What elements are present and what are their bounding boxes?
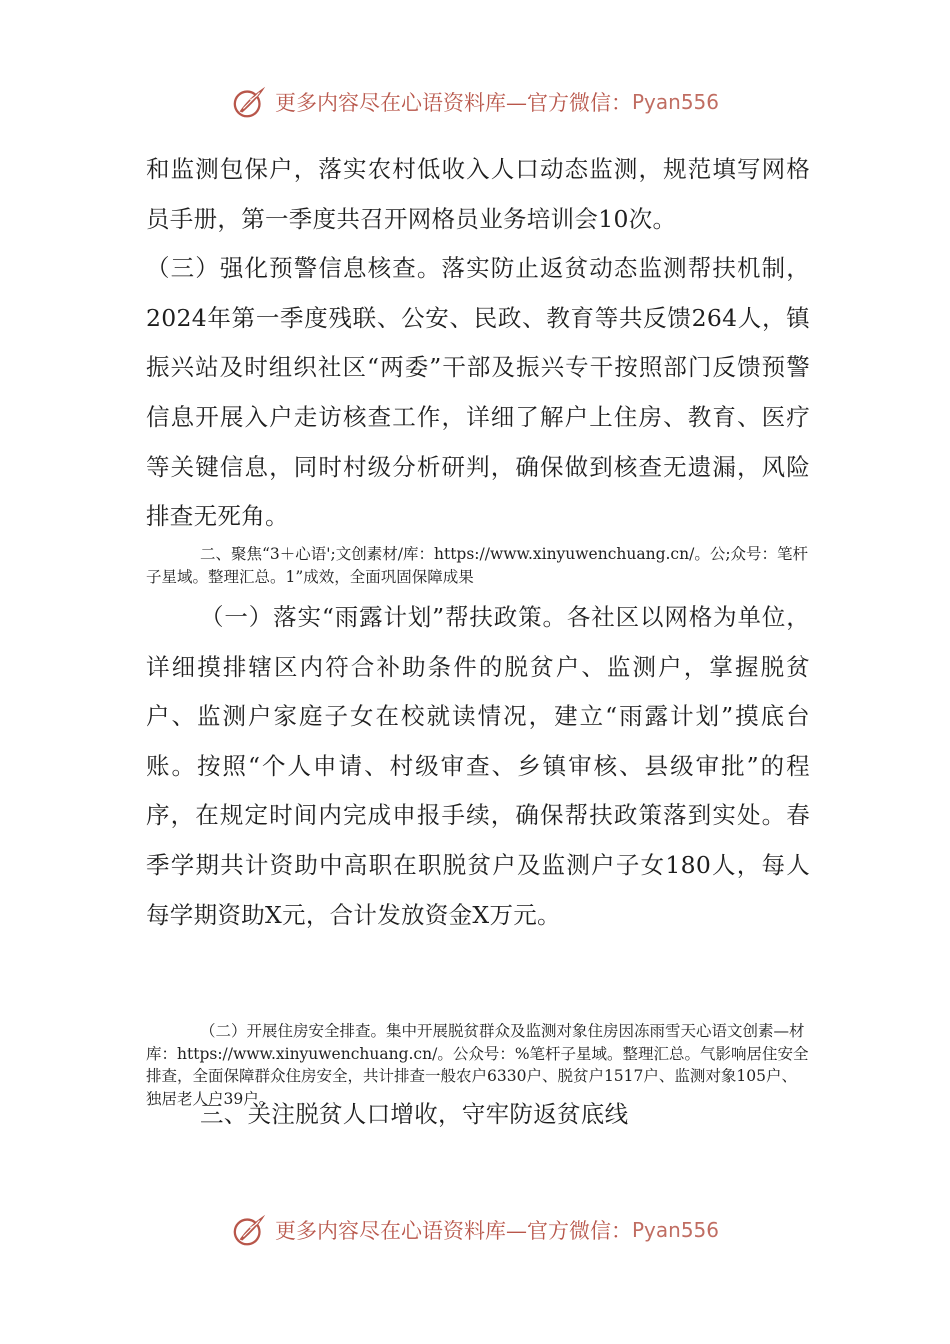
paragraph-warning-check: （三）强化预警信息核查。落实防止返贫动态监测帮扶机制，2024年第一季度残联、公安、民政、教育等共反馈264人，镇振兴站及时组织社区“两委”干部及振兴专干按照部门反馈预警信息开展入户走访核查工作，详细了解户上住房、教育、医疗等关键信息，同时村级分析研判，确保做到核查无遗漏，风险排查无死角。 bbox=[146, 254, 810, 531]
header-banner bbox=[0, 80, 950, 124]
banner-wechat-id: Pyan556 bbox=[631, 90, 719, 114]
quill-pen-logo-icon bbox=[231, 1211, 269, 1249]
paragraph-continuation: 和监测包保户，落实农村低收入人口动态监测，规范填写网格员手册，第一季度共召开网格员业务培训会10次。 bbox=[146, 155, 810, 233]
banner-text: 更多内容尽在心语资料库—官方微信： bbox=[274, 91, 632, 115]
banner-text: 更多内容尽在心语资料库—官方微信： bbox=[274, 1219, 632, 1243]
body-paragraph-group bbox=[146, 145, 810, 542]
section-heading-two bbox=[146, 543, 810, 588]
paragraph-housing-check: （二）开展住房安全排查。集中开展脱贫群众及监测对象住房因冻雨雪天心语文创素—材库：https://www.xinyuwenchuang.cn/。公众号：%笔杆子星域。整理汇总。气影响居住安全排查，全面保障群众住房安全，共计排查一般农户6330户、脱贫户1517户、监测对象105户、独居老人户39户。 bbox=[146, 1022, 809, 1108]
section-two-title: 二、聚焦“3＋心语';文创素材/库：https://www.xinyuwenchuang.cn/。公;众号：笔杆子星域。整理汇总。1”成效，全面巩固保障成果 bbox=[146, 545, 809, 586]
body-paragraph-group bbox=[146, 593, 810, 940]
section-three-title: 三、关注脱贫人口增收，守牢防返贫底线 bbox=[200, 1100, 629, 1128]
paragraph-yulu-plan: （一）落实“雨露计划”帮扶政策。各社区以网格为单位，详细摸排辖区内符合补助条件的脱贫户、监测户，掌握脱贫户、监测户家庭子女在校就读情况，建立“雨露计划”摸底台账。按照“个人申请、村级审查、乡镇审核、县级审批”的程序，在规定时间内完成申报手续，确保帮扶政策落到实处。春季学期共计资助中高职在职脱贫户及监测户子女180人，每人每学期资助X元，合计发放资金X万元。 bbox=[146, 603, 810, 929]
section-heading-three bbox=[146, 1090, 810, 1140]
banner-wechat-id: Pyan556 bbox=[631, 1218, 719, 1242]
footer-banner bbox=[0, 1208, 950, 1252]
quill-pen-logo-icon bbox=[231, 83, 269, 121]
